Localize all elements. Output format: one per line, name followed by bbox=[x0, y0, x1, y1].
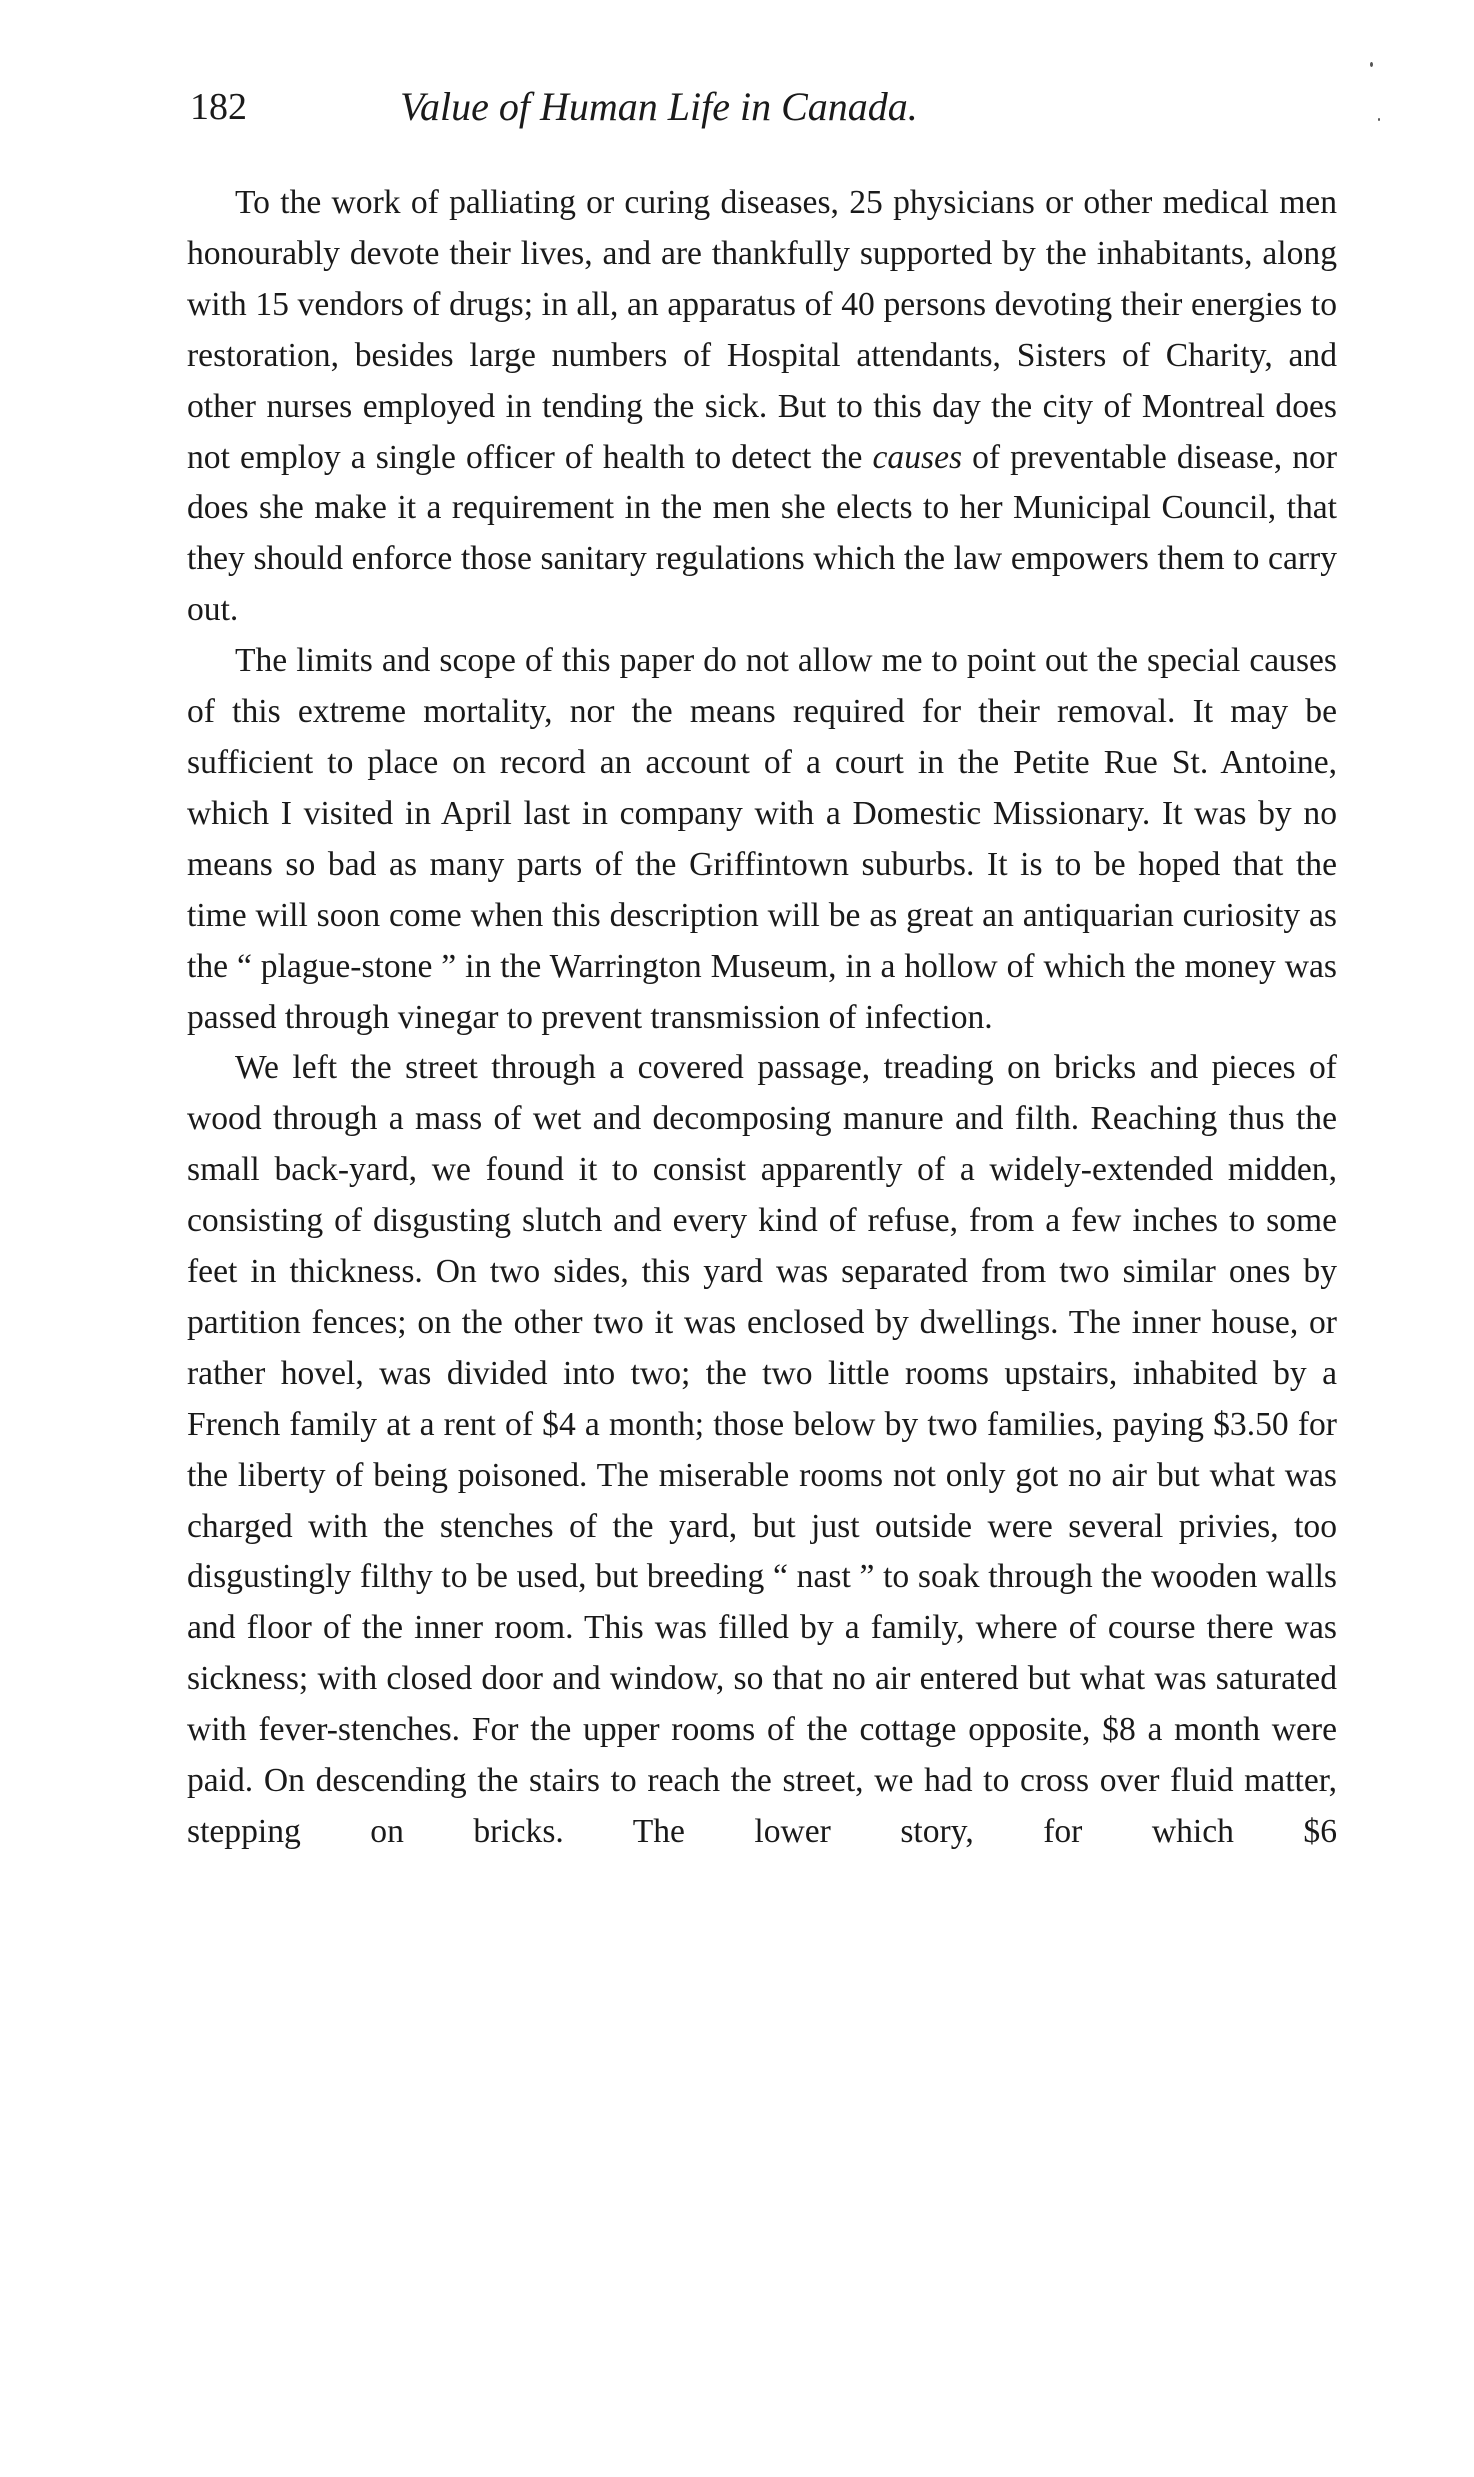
paragraph-physicians bbox=[187, 178, 1337, 636]
paragraph-court-description: We left the street through a covered passage, treading on bricks and pieces of wood through a mass of wet and decomposing manure and filth. Reaching thus the small back-yard, we found it to consist apparently of a widely-extended midden, consisting of disgusting slutch and every kind of refuse, from a few inches to some feet in thickness. On two sides, this yard was separated from two similar ones by partition fences; on the other two it was enclosed by dwellings. The inner house, or rather hovel, was divided into two; the two little rooms upstairs, inhabited by a French family at a rent of $4 a month; those below by two families, paying $3.50 for the liberty of being poisoned. The miserable rooms not only got no air but what was charged with the stenches of the yard, but just outside were several privies, too disgustingly filthy to be used, but breeding “ nast ” to soak through the wooden walls and floor of the inner room. This was filled by a family, where of course there was sickness; with closed door and window, so that no air entered but what was saturated with fever-stenches. For the upper rooms of the cottage opposite, $8 a month were paid. On descending the stairs to reach the street, we had to cross over fluid matter, stepping on bricks. The lower story, for which $6 bbox=[187, 1049, 1337, 1850]
paragraph-physicians-text-1: To the work of palliating or curing diseases, 25 physicians or other medical men honourably devote their lives, and are thankfully supported by the inhabitants, along with 15 vendors of drugs; in all, an apparatus of 40 persons devoting their energies to restoration, besides large numbers of Hospital attendants, Sisters of Charity, and other nurses employed in tending the sick. But to this day the city of Montreal does not employ a single officer of health to detect the bbox=[187, 184, 1337, 476]
body-text bbox=[187, 178, 1337, 1858]
emphasis-causes: causes bbox=[872, 438, 963, 476]
running-title: Value of Human Life in Canada. bbox=[400, 84, 918, 129]
page-number: 182 bbox=[190, 86, 247, 128]
running-head bbox=[190, 82, 1340, 132]
paragraph-limits-and-scope: The limits and scope of this paper do not allow me to point out the special causes of this extreme mortality, nor the means required for their removal. It may be sufficient to place on record an account of a court in the Petite Rue St. Antoine, which I visited in April last in company with a Domestic Missionary. It was by no means so bad as many parts of the Griffintown suburbs. It is to be hoped that the time will soon come when this description will be as great an antiquarian curiosity as the “ plague-stone ” in the Warrington Museum, in a hollow of which the money was passed through vinegar to prevent transmission of infection. bbox=[187, 642, 1337, 1036]
paragraph-physicians-text-2: of preventable disease, nor does she make it a requirement in the men she elects to her Municipal Council, that they should enforce those sanitary regulations which the law empowers them to carry out. bbox=[187, 438, 1338, 629]
